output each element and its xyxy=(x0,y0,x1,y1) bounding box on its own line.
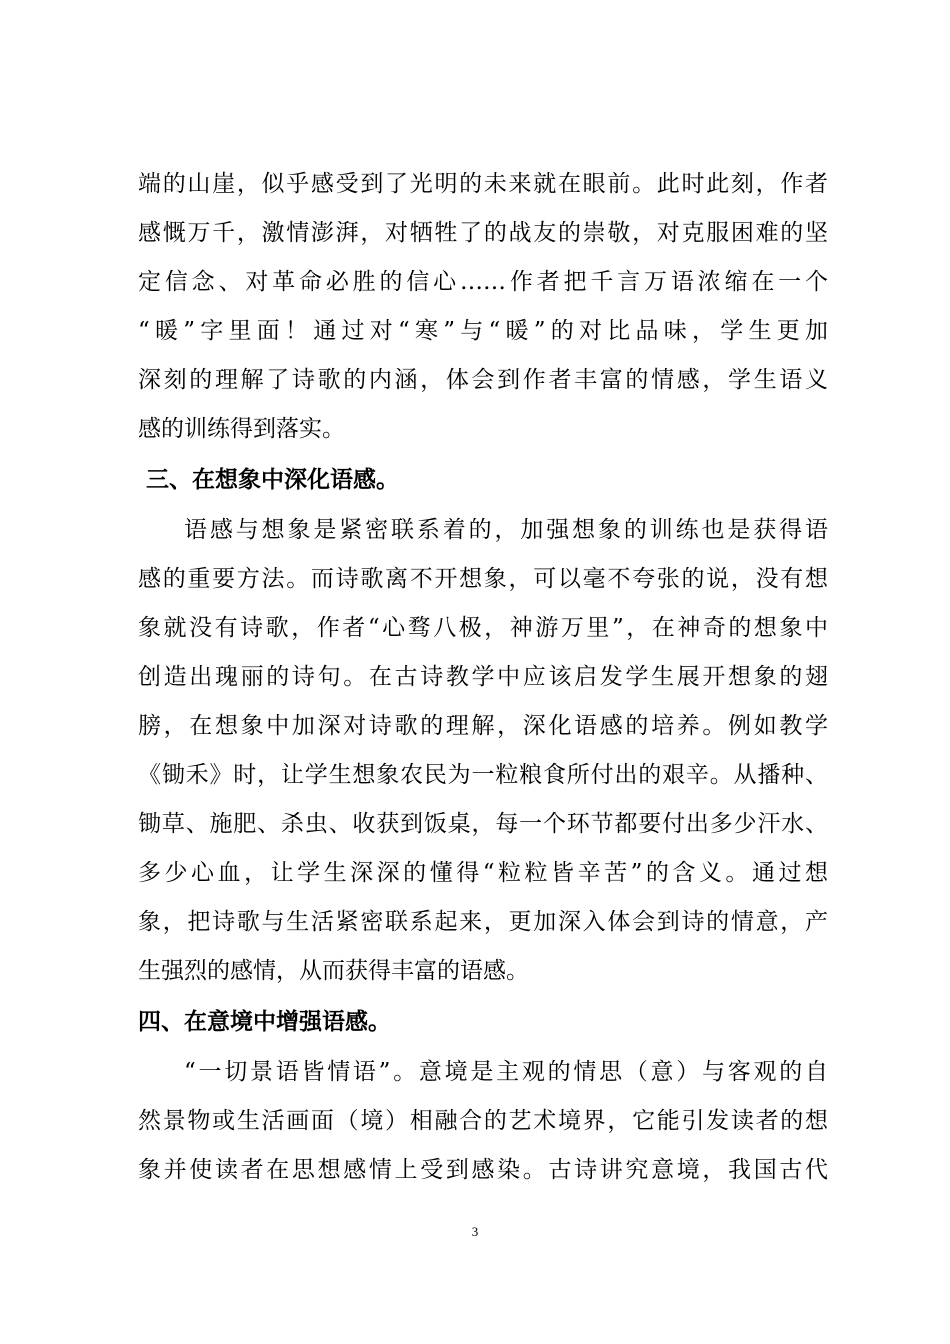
section-heading: 四、在意境中增强语感。 xyxy=(138,1009,391,1035)
paragraph-line: 象就没有诗歌，作者“心骛八极，神游万里”，在神奇的想象中 xyxy=(138,615,828,641)
paragraph-line: 端的山崖，似乎感受到了光明的未来就在眼前。此时此刻，作者 xyxy=(138,171,828,197)
paragraph-line: 语感与想象是紧密联系着的，加强想象的训练也是获得语 xyxy=(184,517,828,543)
paragraph-line: “暖”字里面！通过对“寒”与“暖”的对比品味，学生更加 xyxy=(138,318,828,344)
page-number: 3 xyxy=(471,1224,479,1239)
paragraph-line: 象并使读者在思想感情上受到感染。古诗讲究意境，我国古代 xyxy=(138,1157,828,1183)
paragraph-line: 膀，在想象中加深对诗歌的理解，深化语感的培养。例如教学 xyxy=(138,713,828,739)
paragraph-line: 多少心血，让学生深深的懂得“粒粒皆辛苦”的含义。通过想 xyxy=(138,860,828,886)
paragraph-line: 深刻的理解了诗歌的内涵，体会到作者丰富的情感，学生语义 xyxy=(138,367,828,393)
paragraph-line: 创造出瑰丽的诗句。在古诗教学中应该启发学生展开想象的翅 xyxy=(138,664,828,690)
paragraph-line: 感慨万千，激情澎湃，对牺牲了的战友的崇敬，对克服困难的坚 xyxy=(138,220,828,246)
paragraph-line: 生强烈的感情，从而获得丰富的语感。 xyxy=(138,958,529,984)
paragraph-line: 然景物或生活画面（境）相融合的艺术境界，它能引发读者的想 xyxy=(138,1108,828,1134)
paragraph-line: 《锄禾》时，让学生想象农民为一粒粮食所付出的艰辛。从播种、 xyxy=(138,762,828,788)
paragraph-line: 定信念、对革命必胜的信心……作者把千言万语浓缩在一个 xyxy=(138,269,828,295)
paragraph-line: 锄草、施肥、杀虫、收获到饭桌，每一个环节都要付出多少汗水、 xyxy=(138,811,828,837)
paragraph-line: 象，把诗歌与生活紧密联系起来，更加深入体会到诗的情意，产 xyxy=(138,909,828,935)
paragraph-line: “一切景语皆情语”。意境是主观的情思（意）与客观的自 xyxy=(184,1059,828,1085)
section-heading: 三、在想象中深化语感。 xyxy=(146,467,399,493)
paragraph-line: 感的重要方法。而诗歌离不开想象，可以毫不夸张的说，没有想 xyxy=(138,566,828,592)
paragraph-line: 感的训练得到落实。 xyxy=(138,416,345,442)
